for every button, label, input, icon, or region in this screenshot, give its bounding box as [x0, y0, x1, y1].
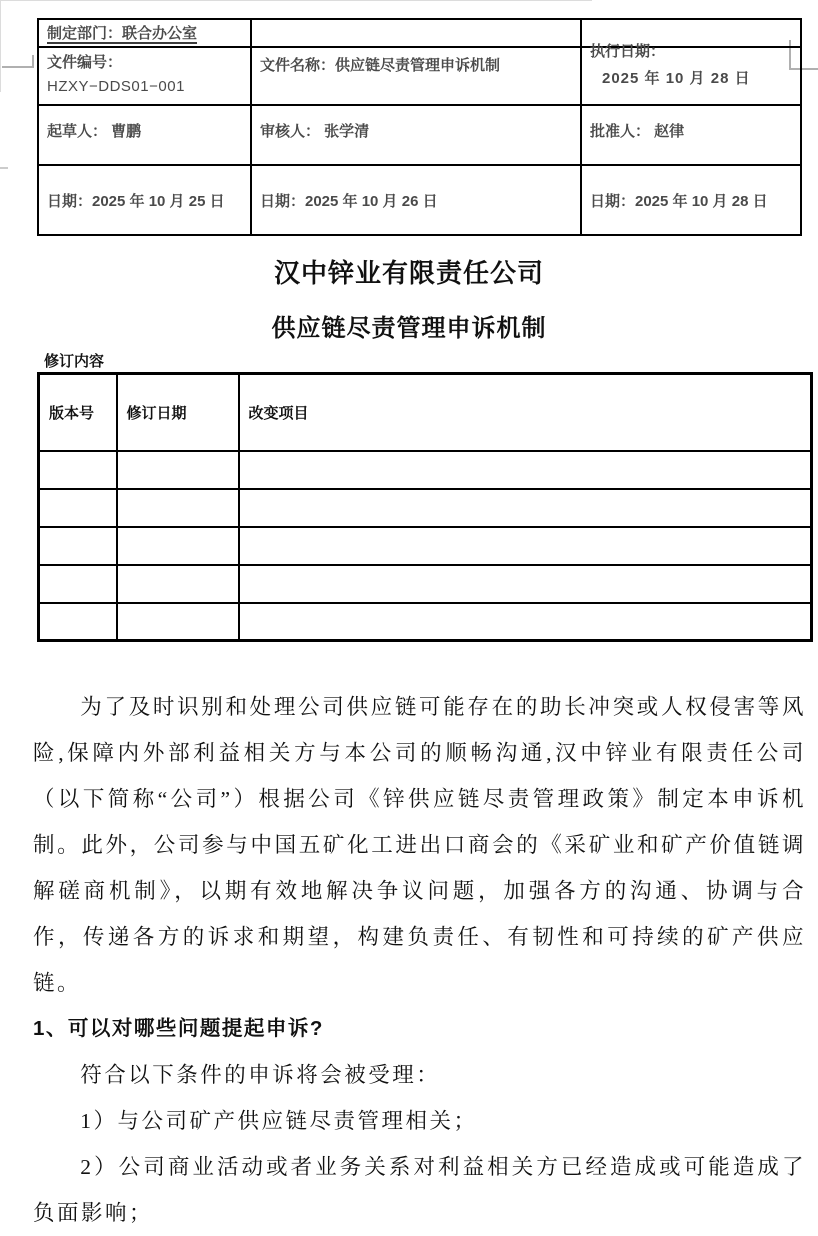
company-title: 汉中锌业有限责任公司 [273, 258, 544, 288]
doc-name: 文件名称：供应链尽责管理申诉机制 [260, 57, 501, 74]
section-1-item: 2）公司商业活动或者业务关系对利益相关方已经造成或可能造成了负面影响； [33, 1155, 806, 1225]
revision-empty-cell [39, 451, 117, 489]
revision-empty-row [39, 565, 812, 603]
revision-empty-cell [39, 603, 117, 641]
revision-empty-cell [239, 565, 812, 603]
reviewer-cell: 审核人： 张学清 [251, 105, 581, 165]
revision-empty-row [39, 603, 812, 641]
section-1-heading: 1、可以对哪些问题提起申诉? [33, 1017, 324, 1040]
doc-number-value: HZXY−DDS01−001 [47, 78, 185, 95]
drafter-cell: 起草人： 曹鹏 [38, 105, 251, 165]
revision-empty-cell [239, 451, 812, 489]
header-approval-table [37, 18, 802, 236]
revision-empty-cell [239, 527, 812, 565]
revision-empty-cell [39, 527, 117, 565]
dept-label: 制定部门：联合办公室 [47, 25, 198, 42]
revision-col-date: 修订日期 [117, 374, 239, 451]
revision-empty-cell [239, 489, 812, 527]
page-edge-top [0, 0, 592, 1]
approver-date-cell: 日期：2025 年 10 月 28 日 [581, 165, 801, 235]
exec-date-cell [581, 43, 801, 105]
exec-date-value: 2025 年 10 月 28 日 [602, 70, 751, 87]
revision-empty-cell [117, 565, 239, 603]
exec-date-label: 执行日期： [590, 43, 666, 60]
revision-empty-cell [39, 489, 117, 527]
revision-empty-cell [239, 603, 812, 641]
approver-cell: 批准人： 赵律 [581, 105, 801, 165]
header-row-signers [38, 105, 801, 165]
revision-empty-row [39, 489, 812, 527]
section-1-item: 1）与公司矿产供应链尽责管理相关； [80, 1109, 478, 1133]
revision-empty-cell [117, 451, 239, 489]
header-row-doc-info [38, 47, 801, 105]
doc-name-cell [251, 47, 581, 105]
doc-number-label: 文件编号： [47, 54, 123, 71]
empty-cell [251, 19, 581, 47]
revision-empty-row [39, 451, 812, 489]
drafter-date-cell: 日期：2025 年 10 月 25 日 [38, 165, 251, 235]
section-1-intro: 符合以下条件的申诉将会被受理： [80, 1063, 441, 1087]
reviewer-date-cell: 日期：2025 年 10 月 26 日 [251, 165, 581, 235]
revision-table-body [39, 374, 812, 641]
margin-crop-mark-left [2, 66, 34, 68]
intro-paragraph: 为了及时识别和处理公司供应链可能存在的助长冲突或人权侵害等风险,保障内外部利益相关方与本公司的顺畅沟通,汉中锌业有限责任公司（以下简称“公司”）根据公司《锌供应链尽责管理政策》制定本申诉机制。此外，公司参与中国五矿化工进出口商会的《采矿业和矿产价值链调解磋商机制》，以期有效地解决争议问题，加强各方的沟通、协调与合作，传递各方的诉求和期望，构建负责任、有韧性和可持续的矿产供应链。 [33, 695, 806, 995]
revision-empty-cell [117, 527, 239, 565]
body-text [33, 684, 806, 1236]
revision-col-change: 改变项目 [239, 374, 812, 451]
revision-header-row [39, 374, 812, 451]
revision-table [37, 372, 813, 642]
revision-empty-cell [39, 565, 117, 603]
document-title: 供应链尽责管理申诉机制 [271, 315, 547, 342]
page-edge-left [0, 0, 1, 92]
revision-empty-cell [117, 603, 239, 641]
margin-tick-left [0, 167, 8, 169]
revision-empty-cell [117, 489, 239, 527]
header-row-dates [38, 165, 801, 235]
dept-cell [38, 19, 251, 47]
revision-col-version: 版本号 [39, 374, 117, 451]
revision-empty-row [39, 527, 812, 565]
revision-section-label: 修订内容 [44, 353, 105, 370]
margin-crop-mark-left [32, 55, 34, 68]
doc-number-cell [38, 47, 251, 105]
